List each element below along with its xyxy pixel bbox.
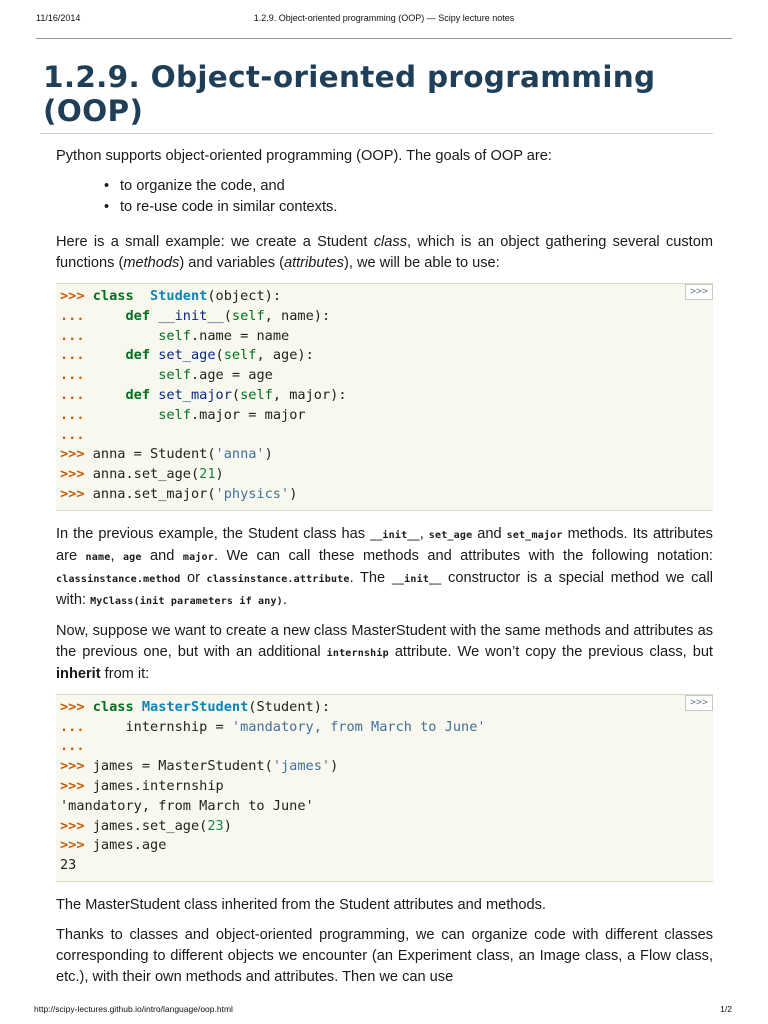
- code-prompt: >>>: [60, 758, 93, 775]
- code-prompt: >>>: [60, 446, 93, 463]
- example-intro-paragraph: [56, 232, 713, 274]
- code-prompt: ...: [60, 327, 93, 344]
- code-token: (: [215, 347, 224, 364]
- code-line: [60, 387, 347, 403]
- text-run: . We can call these methods and attributes with the following notation:: [213, 547, 713, 564]
- code-line: [60, 837, 166, 853]
- code-token: __init__: [158, 307, 224, 324]
- code-token: 'mandatory, from March to June': [231, 718, 486, 735]
- code-token: james.internship: [92, 777, 224, 794]
- code-token: 'james': [272, 758, 331, 775]
- code-token: [93, 387, 126, 403]
- code-line: [60, 427, 85, 443]
- code-listing: [60, 287, 713, 505]
- text-run: ), we will be able to use:: [343, 255, 500, 271]
- code-line: [60, 719, 486, 735]
- code-token: ): [264, 446, 273, 463]
- document-body: [40, 60, 713, 997]
- code-line: [60, 486, 297, 502]
- code-token: 'physics': [215, 485, 290, 502]
- print-url: http://scipy-lectures.github.io/intro/language/oop.html: [34, 1004, 233, 1014]
- code-prompt: ...: [60, 367, 93, 384]
- code-prompt: >>>: [60, 485, 93, 502]
- code-line: [60, 446, 273, 462]
- code-token: ): [330, 758, 339, 775]
- code-line: [60, 778, 224, 794]
- code-token: [134, 699, 142, 715]
- inline-code: __init__: [391, 573, 442, 585]
- list-item: • to re-use code in similar contexts.: [120, 197, 713, 218]
- code-token: MasterStudent: [141, 698, 249, 715]
- code-token: , age):: [256, 347, 314, 364]
- code-token: Student: [150, 288, 208, 304]
- code-prompt: ...: [60, 426, 85, 443]
- intro-paragraph: Python supports object-oriented programming (OOP). The goals of OOP are:: [56, 148, 552, 164]
- text-run: methods. Its attributes are: [56, 525, 713, 564]
- code-line: [60, 288, 281, 304]
- code-token: self: [231, 307, 265, 324]
- code-prompt: ...: [60, 406, 93, 423]
- code-token: [93, 407, 158, 423]
- code-token: (object):: [207, 288, 282, 304]
- code-token: anna.set_age(: [92, 466, 200, 483]
- print-date: 11/16/2014: [36, 13, 81, 23]
- text-run: Now, suppose we want to create a new class MasterStudent with the same methods and attributes as the previous one, but with an additional: [56, 622, 713, 660]
- code-token: (: [231, 386, 241, 403]
- code-token: .age = age: [190, 367, 273, 384]
- inline-code: major: [182, 551, 214, 563]
- code-token: ): [289, 485, 298, 502]
- header-divider: [36, 38, 732, 39]
- text-run: and: [141, 547, 183, 564]
- code-prompt: ...: [60, 718, 93, 735]
- code-line: [60, 738, 85, 754]
- code-block-masterstudent: [56, 694, 713, 882]
- code-token: self: [158, 327, 191, 344]
- code-prompt: >>>: [60, 466, 93, 483]
- code-token: class: [92, 698, 134, 715]
- text-run: ) and variables (: [179, 255, 284, 271]
- classes-paragraph: Thanks to classes and object-oriented programming, we can organize code with different classes corresponding to different objects we encounter (an Experiment class, an Image class, a Flow class, etc.), with their own methods and attributes. Then we can use: [56, 926, 713, 985]
- code-token: class: [92, 288, 134, 304]
- code-token: (: [223, 307, 232, 324]
- code-listing: [60, 698, 713, 876]
- code-token: james.set_age(: [92, 817, 208, 834]
- inline-code: set_major: [506, 529, 563, 541]
- code-block-student: [56, 283, 713, 511]
- code-line: [60, 699, 330, 715]
- code-token: james.age: [92, 837, 167, 854]
- text-run: Here is a small example: we create a Student: [56, 234, 374, 250]
- code-prompt: >>>: [60, 837, 93, 854]
- inline-code: name: [85, 551, 111, 563]
- inline-code: internship: [326, 647, 389, 659]
- toggle-prompt-button[interactable]: >>>: [685, 695, 713, 711]
- inline-code: age: [122, 551, 142, 563]
- list-item: • to organize the code, and: [120, 176, 713, 197]
- text-run: .: [282, 591, 287, 608]
- code-token: [93, 308, 126, 324]
- inline-code: set_age: [428, 529, 473, 541]
- text-run: . The: [349, 569, 392, 586]
- code-token: anna = Student(: [92, 446, 216, 463]
- code-token: self: [223, 347, 257, 364]
- text-run: or: [180, 569, 207, 586]
- code-line: [60, 758, 338, 774]
- inline-code: __init__: [369, 529, 420, 541]
- text-run: from it:: [100, 665, 150, 682]
- text-run: and: [472, 525, 507, 542]
- emphasis-attributes: attributes: [283, 255, 344, 271]
- code-token: 23: [60, 857, 77, 874]
- code-token: [93, 347, 126, 363]
- print-doc-title: 1.2.9. Object-oriented programming (OOP) — Scipy lecture notes: [253, 13, 515, 23]
- code-token: ): [223, 817, 232, 834]
- section-content: [56, 146, 713, 988]
- text-run: constructor is a special method we call with:: [56, 569, 713, 608]
- print-header: [36, 13, 732, 27]
- code-line: [60, 308, 330, 324]
- code-token: def: [125, 386, 151, 403]
- goals-list: [56, 176, 713, 218]
- inline-code: classinstance.method: [56, 573, 181, 585]
- code-token: def: [125, 347, 151, 364]
- text-run: In the previous example, the Student class has: [56, 525, 370, 542]
- code-prompt: >>>: [60, 777, 93, 794]
- code-prompt: >>>: [60, 817, 93, 834]
- code-token: .major = major: [190, 406, 306, 423]
- code-prompt: ...: [60, 738, 85, 755]
- toggle-prompt-button[interactable]: >>>: [685, 284, 713, 300]
- code-token: 'anna': [215, 446, 265, 463]
- code-token: 'mandatory, from March to June': [60, 797, 314, 814]
- code-token: self: [240, 386, 273, 403]
- inline-code: classinstance.attribute: [206, 573, 350, 585]
- text-run: attribute. We won’t copy the previous class, but: [388, 643, 713, 660]
- page-title: 1.2.9. Object-oriented programming (OOP): [40, 60, 713, 134]
- text-run: ,: [419, 525, 429, 542]
- text-run: , which is an object gathering several custom functions (: [56, 234, 713, 271]
- explanation-paragraph: [56, 524, 713, 612]
- code-token: [134, 288, 150, 304]
- code-token: self: [158, 367, 191, 384]
- code-line: [60, 347, 314, 363]
- code-line: [60, 818, 232, 834]
- page-number: 1/2: [720, 1004, 732, 1014]
- emphasis-methods: methods: [123, 255, 180, 271]
- inherited-paragraph: The MasterStudent class inherited from the Student attributes and methods.: [56, 896, 546, 913]
- code-line: [60, 857, 76, 873]
- code-line: [60, 367, 273, 383]
- code-token: 23: [207, 817, 224, 834]
- code-token: set_major: [158, 386, 232, 403]
- code-prompt: >>>: [60, 288, 93, 304]
- code-token: anna.set_major(: [92, 485, 216, 502]
- code-token: .name = name: [190, 327, 290, 344]
- code-token: set_age: [158, 347, 216, 364]
- code-prompt: ...: [60, 347, 93, 364]
- code-line: [60, 328, 289, 344]
- code-line: [60, 798, 314, 814]
- code-token: internship =: [92, 718, 232, 735]
- inheritance-paragraph: [56, 621, 713, 685]
- print-footer: [34, 1004, 732, 1016]
- code-token: 21: [199, 466, 216, 483]
- code-token: ): [215, 466, 224, 483]
- code-prompt: >>>: [60, 698, 93, 715]
- code-prompt: ...: [60, 307, 93, 324]
- code-token: (Student):: [248, 698, 331, 715]
- code-token: [93, 367, 158, 383]
- code-line: [60, 407, 306, 423]
- code-prompt: ...: [60, 386, 93, 403]
- emphasis-class: class: [373, 234, 407, 250]
- code-token: def: [125, 307, 151, 324]
- bold-inherit: inherit: [56, 665, 101, 682]
- code-token: , major):: [272, 386, 347, 403]
- code-token: , name):: [264, 307, 331, 324]
- code-token: [93, 328, 158, 344]
- text-run: ,: [110, 547, 123, 564]
- code-token: self: [158, 406, 191, 423]
- code-token: james = MasterStudent(: [92, 758, 273, 775]
- inline-code: MyClass(init parameters if any): [90, 595, 283, 607]
- code-line: [60, 466, 224, 482]
